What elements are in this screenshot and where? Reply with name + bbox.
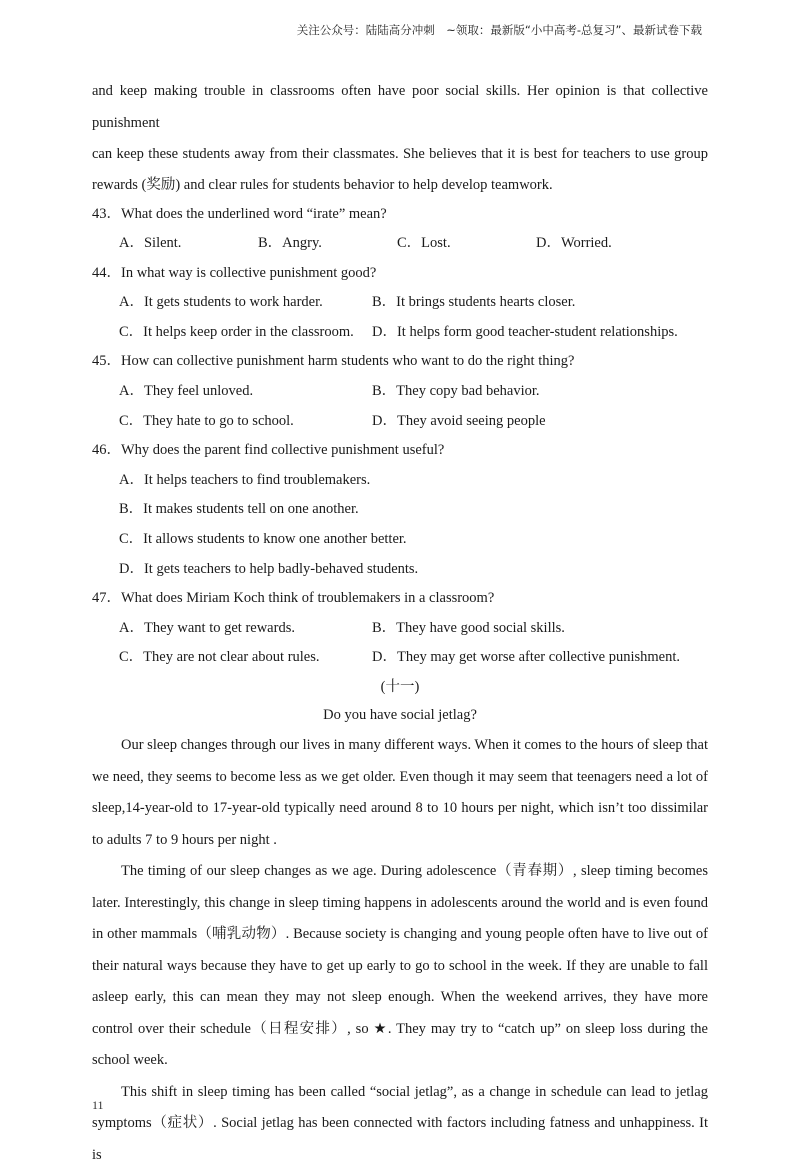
section-title: Do you have social jetlag? <box>92 701 708 729</box>
question-46-stem: 46．Why does the parent find collective punishment useful? <box>92 436 708 466</box>
page-number: 11 <box>92 1098 104 1113</box>
option-d: D．They avoid seeing people <box>372 407 546 437</box>
option-d: D．It helps form good teacher-student relationships. <box>372 318 678 348</box>
question-47-options-row1 <box>92 614 708 644</box>
question-45-options-row2 <box>92 407 708 437</box>
question-44-options-row2 <box>92 318 708 348</box>
option-b: B．They copy bad behavior. <box>372 377 540 407</box>
question-47-stem: 47．What does Miriam Koch think of troublemakers in a classroom? <box>92 584 708 614</box>
passage-paragraph: The timing of our sleep changes as we age. During adolescence（青春期）, sleep timing becomes later. Interestingly, this change in sleep timing happens in adolescents around the world and is even found in other mammals（哺乳动物）. Because society is changing and young people often have to live out of their natural ways because they have to get up early to go to school in the week. If they are unable to fall asleep early, this can mean they may not sleep enough. When the weekend arrives, they have more control over their schedule（日程安排）, so ★. They may try to “catch up” on sleep loss during the school week. <box>92 856 708 1077</box>
question-44-options-row1 <box>92 288 708 318</box>
option-c: C．Lost. <box>397 229 536 259</box>
option-a: A．They feel unloved. <box>119 377 372 407</box>
option-b: B．It brings students hearts closer. <box>372 288 575 318</box>
option-c: C．It helps keep order in the classroom. <box>119 318 372 348</box>
passage-line: rewards (奖励) and clear rules for students behavior to help develop teamwork. <box>92 171 708 200</box>
option-d: D．They may get worse after collective punishment. <box>372 643 680 673</box>
option-b: B．They have good social skills. <box>372 614 565 644</box>
passage-paragraph: This shift in sleep timing has been called “social jetlag”, as a change in schedule can lead to jetlag symptoms（症状）. Social jetlag has been connected with factors including fatness and unhappiness. It is <box>92 1077 708 1171</box>
question-43-options <box>92 229 708 259</box>
option-a: A．It helps teachers to find troublemakers. <box>92 466 708 496</box>
passage-line: and keep making trouble in classrooms often have poor social skills. Her opinion is that collective punishment <box>92 76 708 139</box>
option-a: A．It gets students to work harder. <box>119 288 372 318</box>
option-a: A．Silent. <box>119 229 258 259</box>
option-d: D．It gets teachers to help badly-behaved students. <box>92 555 708 585</box>
question-43-stem: 43．What does the underlined word “irate” mean? <box>92 200 708 230</box>
option-b: B．Angry. <box>258 229 397 259</box>
option-c: C．They are not clear about rules. <box>119 643 372 673</box>
question-44-stem: 44．In what way is collective punishment good? <box>92 259 708 289</box>
passage-line: can keep these students away from their classmates. She believes that it is best for teachers to use group <box>92 139 708 171</box>
option-c: C．They hate to go to school. <box>119 407 372 437</box>
question-45-stem: 45．How can collective punishment harm students who want to do the right thing? <box>92 347 708 377</box>
option-a: A．They want to get rewards. <box>119 614 372 644</box>
question-47-options-row2 <box>92 643 708 673</box>
question-45-options-row1 <box>92 377 708 407</box>
section-number: (十一) <box>92 673 708 701</box>
passage-paragraph: Our sleep changes through our lives in many different ways. When it comes to the hours of sleep that we need, they seems to become less as we get older. Even though it may seem that teenagers need a lot of sleep,14-year-old to 17-year-old typically need around 8 to 10 hours per night, which isn’t too dissimilar to adults 7 to 9 hours per night . <box>92 730 708 856</box>
document-body <box>92 76 708 1171</box>
option-d: D．Worried. <box>536 229 612 259</box>
option-b: B．It makes students tell on one another. <box>92 495 708 525</box>
option-c: C．It allows students to know one another better. <box>92 525 708 555</box>
page-header: 关注公众号：陆陆高分冲刺 ~领取：最新版“小中高考-总复习”、最新试卷下载 <box>297 22 702 38</box>
